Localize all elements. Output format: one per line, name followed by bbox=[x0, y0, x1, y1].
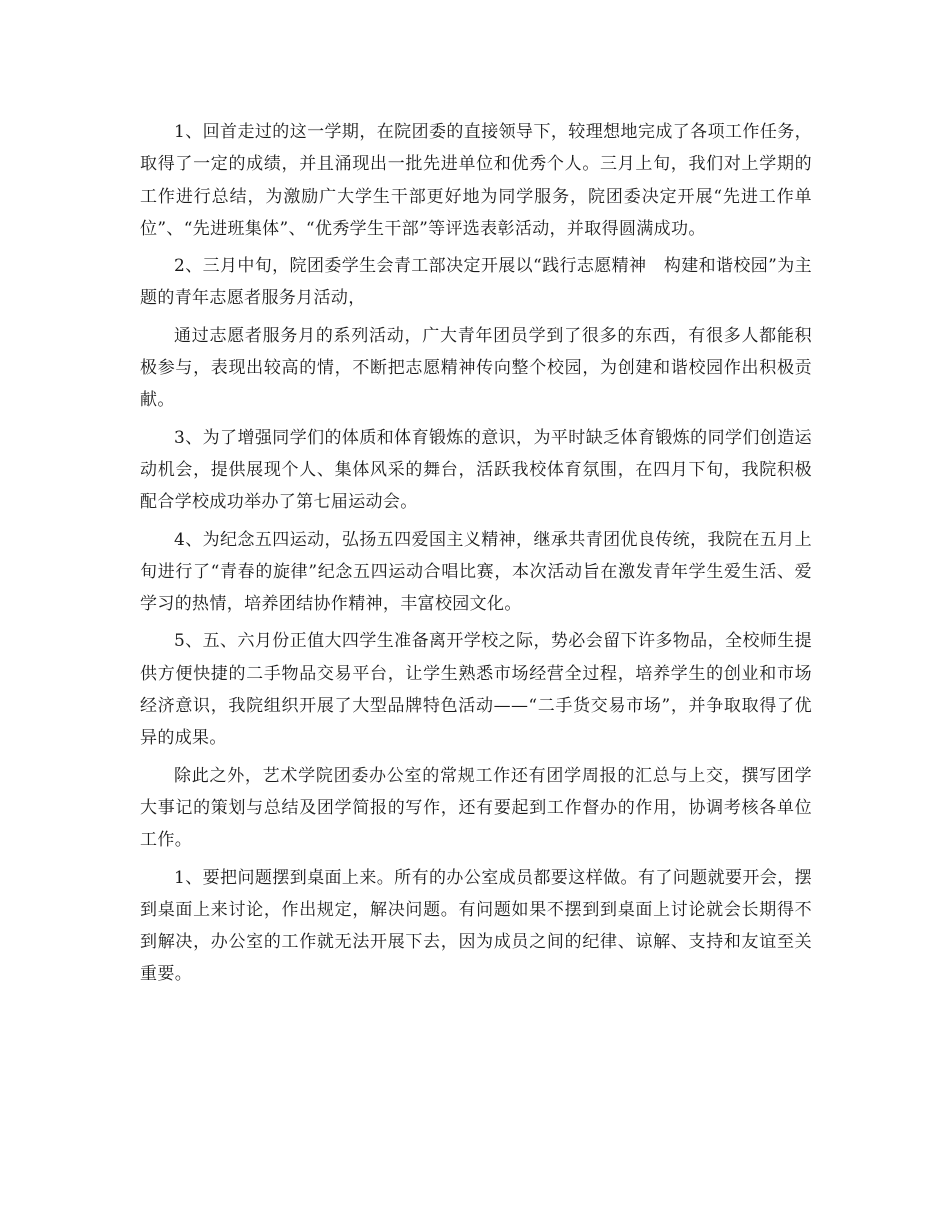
paragraph-5: 4、为纪念五四运动，弘扬五四爱国主义精神，继承共青团优良传统，我院在五月上旬进行了“青春的旋律”纪念五四运动合唱比赛，本次活动旨在激发青年学生爱生活、爱学习的热情，培养团结协作精神，丰富校园文化。 bbox=[140, 529, 812, 615]
paragraph-7: 除此之外，艺术学院团委办公室的常规工作还有团学周报的汇总与上交，撰写团学大事记的策划与总结及团学简报的写作，还有要起到工作督办的作用，协调考核各单位工作。 bbox=[140, 765, 812, 851]
paragraph-8: 1、要把问题摆到桌面上来。所有的办公室成员都要这样做。有了问题就要开会，摆到桌面上来讨论，作出规定，解决问题。有问题如果不摆到到桌面上讨论就会长期得不到解决，办公室的工作就无法开展下去，因为成员之间的纪律、谅解、支持和友谊至关重要。 bbox=[140, 867, 812, 985]
paragraph-6: 5、五、六月份正值大四学生准备离开学校之际，势必会留下许多物品，全校师生提供方便快捷的二手物品交易平台，让学生熟悉市场经营全过程，培养学生的创业和市场经济意识，我院组织开展了大型品牌特色活动——“二手货交易市场”，并争取取得了优异的成果。 bbox=[140, 631, 812, 749]
document-body bbox=[140, 116, 812, 996]
paragraph-4: 3、为了增强同学们的体质和体育锻炼的意识，为平时缺乏体育锻炼的同学们创造运动机会，提供展现个人、集体风采的舞台，活跃我校体育氛围，在四月下旬，我院积极配合学校成功举办了第七届运动会。 bbox=[140, 427, 812, 513]
paragraph-3: 通过志愿者服务月的系列活动，广大青年团员学到了很多的东西，有很多人都能积极参与，表现出较高的情，不断把志愿精神传向整个校园，为创建和谐校园作出积极贡献。 bbox=[140, 325, 812, 411]
paragraph-2: 2、三月中旬，院团委学生会青工部决定开展以“践行志愿精神 构建和谐校园”为主题的青年志愿者服务月活动， bbox=[140, 256, 812, 309]
paragraph-1: 1、回首走过的这一学期，在院团委的直接领导下，较理想地完成了各项工作任务，取得了一定的成绩，并且涌现出一批先进单位和优秀个人。三月上旬，我们对上学期的工作进行总结，为激励广大学生干部更好地为同学服务，院团委决定开展“先进工作单位”、“先进班集体”、“优秀学生干部”等评选表彰活动，并取得圆满成功。 bbox=[140, 122, 812, 239]
